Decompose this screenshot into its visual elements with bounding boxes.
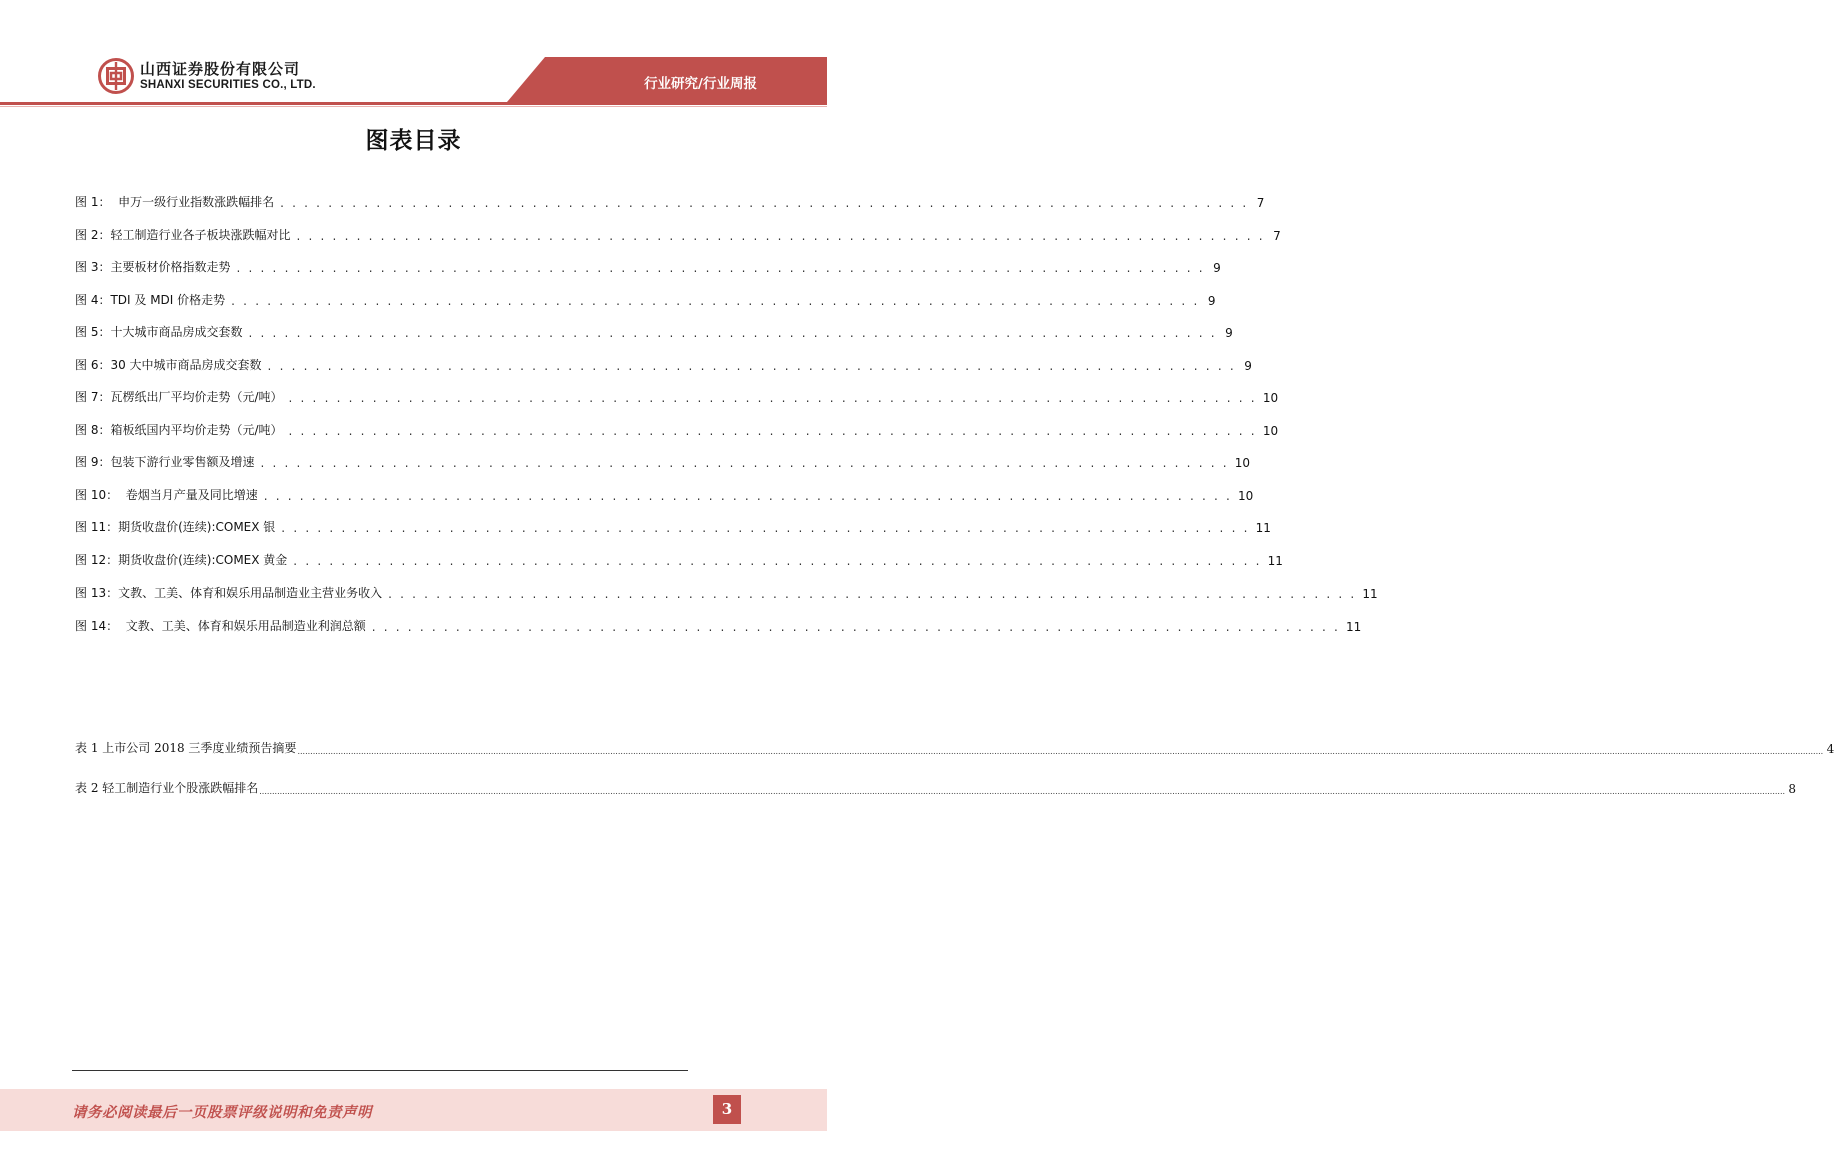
figure-entry[interactable] <box>75 257 1221 275</box>
figure-entry-page: 9 <box>1225 326 1233 340</box>
leader-dots: . . . . . . . . . . . . . . . . . . . . . . . . . . . . . . . . . . . . . . . . . . . . . . . . . . . . . . . . . . . . . . . . . . . . . . . . . . . . . . . . . <box>388 587 1357 601</box>
figure-entry-label: 图 14： 文教、工美、体育和娱乐用品制造业利润总额 <box>75 619 366 633</box>
figure-entry-label: 图 6：30 大中城市商品房成交套数 <box>75 358 262 372</box>
company-name-en: SHANXI SECURITIES CO., LTD. <box>140 78 316 91</box>
page-title: 图表目录 <box>365 128 462 154</box>
report-category-tag: 行业研究/行业周报 <box>644 76 757 92</box>
figure-entry[interactable] <box>75 452 1251 470</box>
footer-divider <box>72 1070 688 1071</box>
leader-dots: . . . . . . . . . . . . . . . . . . . . . . . . . . . . . . . . . . . . . . . . . . . . . . . . . . . . . . . . . . . . . . . . . . . . . . . . . . . . . . . . . <box>293 554 1262 568</box>
figure-entry-label: 图 10： 卷烟当月产量及同比增速 <box>75 488 258 502</box>
figure-entry[interactable] <box>75 225 1281 243</box>
leader-dots: . . . . . . . . . . . . . . . . . . . . . . . . . . . . . . . . . . . . . . . . . . . . . . . . . . . . . . . . . . . . . . . . . . . . . . . . . . . . . . . . . <box>371 620 1341 634</box>
figure-entry-page: 11 <box>1267 554 1283 568</box>
figure-entry[interactable] <box>75 485 1254 503</box>
figure-entry[interactable] <box>75 583 1378 601</box>
leader-dots: . . . . . . . . . . . . . . . . . . . . . . . . . . . . . . . . . . . . . . . . . . . . . . . . . . . . . . . . . . . . . . . . . . . . . . . . . . . . . . . . . <box>267 359 1236 373</box>
figure-entry-label: 图 11：期货收盘价(连续):COMEX 银 <box>75 520 276 534</box>
figure-entry-page: 10 <box>1262 424 1279 438</box>
figure-entry-page: 7 <box>1273 229 1281 243</box>
table-entry-page: 8 <box>1788 782 1797 796</box>
figure-entry-label: 图 4：TDI 及 MDI 价格走势 <box>75 293 226 307</box>
figure-entry-page: 11 <box>1362 587 1378 601</box>
figure-entry-page: 9 <box>1207 294 1216 308</box>
leader-dots: . . . . . . . . . . . . . . . . . . . . . . . . . . . . . . . . . . . . . . . . . . . . . . . . . . . . . . . . . . . . . . . . . . . . . . . . . . . . . . . . . <box>296 229 1265 243</box>
figure-entry[interactable] <box>75 387 1279 405</box>
leader-dots: . . . . . . . . . . . . . . . . . . . . . . . . . . . . . . . . . . . . . . . . . . . . . . . . . . . . . . . . . . . . . . . . . . . . . . . . . . . . . . . . . <box>260 456 1229 470</box>
figure-entry-page: 10 <box>1262 391 1279 405</box>
leader-dots: . . . . . . . . . . . . . . . . . . . . . . . . . . . . . . . . . . . . . . . . . . . . . . . . . . . . . . . . . . . . . . . . . . . . . . . . . . . . . . . . . <box>263 489 1233 503</box>
figure-entry-label: 图 8：箱板纸国内平均价走势（元/吨） <box>75 423 283 437</box>
figure-entry-label: 图 12：期货收盘价(连续):COMEX 黄金 <box>75 553 288 567</box>
figure-entry-page: 10 <box>1234 456 1251 470</box>
figure-entry[interactable] <box>75 517 1271 535</box>
company-logo <box>98 58 316 94</box>
page-number: 3 <box>713 1095 741 1124</box>
figure-entry[interactable] <box>75 322 1233 340</box>
figure-entry-label: 图 3：主要板材价格指数走势 <box>75 260 231 274</box>
table-entry-label: 表 2 轻工制造行业个股涨跌幅排名 <box>75 781 259 795</box>
leader-dots: . . . . . . . . . . . . . . . . . . . . . . . . . . . . . . . . . . . . . . . . . . . . . . . . . . . . . . . . . . . . . . . . . . . . . . . . . . . . . . . . . <box>288 391 1257 405</box>
leader-dots: . . . . . . . . . . . . . . . . . . . . . . . . . . . . . . . . . . . . . . . . . . . . . . . . . . . . . . . . . . . . . . . . . . . . . . . . . . . . . . . . . <box>288 424 1257 438</box>
figure-entry-page: 9 <box>1244 359 1252 373</box>
table-entry-page: 4 <box>1826 742 1834 756</box>
figure-entry[interactable] <box>75 420 1279 438</box>
figure-entry[interactable] <box>75 192 1265 210</box>
figure-entry[interactable] <box>75 550 1283 568</box>
figure-entry-page: 7 <box>1256 196 1265 210</box>
shanxi-securities-logo-icon <box>98 58 134 94</box>
leader-dots: . . . . . . . . . . . . . . . . . . . . . . . . . . . . . . . . . . . . . . . . . . . . . . . . . . . . . . . . . . . . . . . . . . . . . . . . . . . . . . . . . <box>280 196 1249 210</box>
figure-entry[interactable] <box>75 616 1362 634</box>
figure-entry-label: 图 7：瓦楞纸出厂平均价走势（元/吨） <box>75 390 283 404</box>
header-divider-thin <box>0 106 827 107</box>
table-entry-label: 表 1 上市公司 2018 三季度业绩预告摘要 <box>75 741 297 755</box>
figure-entry-label: 图 2：轻工制造行业各子板块涨跌幅对比 <box>75 228 291 242</box>
header-divider <box>0 102 827 105</box>
table-entry[interactable] <box>75 778 1797 796</box>
footer-disclaimer: 请务必阅读最后一页股票评级说明和免责声明 <box>72 1104 372 1121</box>
company-name-cn: 山西证券股份有限公司 <box>140 59 301 78</box>
leader-dots: . . . . . . . . . . . . . . . . . . . . . . . . . . . . . . . . . . . . . . . . . . . . . . . . . . . . . . . . . . . . . . . . . . . . . . . . . . . . . . . . . <box>236 261 1205 275</box>
figure-entry[interactable] <box>75 290 1216 308</box>
figure-entry-label: 图 5：十大城市商品房成交套数 <box>75 325 243 339</box>
figure-entry-page: 11 <box>1255 521 1271 535</box>
leader-dots: ........................................................................................................................................................................................................................................................................................................................................................................................................................................................................................................................................................................................................................ <box>259 787 1786 796</box>
leader-dots: . . . . . . . . . . . . . . . . . . . . . . . . . . . . . . . . . . . . . . . . . . . . . . . . . . . . . . . . . . . . . . . . . . . . . . . . . . . . . . . . . <box>231 294 1200 308</box>
figure-entry[interactable] <box>75 355 1252 373</box>
figure-entry-page: 10 <box>1238 489 1254 503</box>
figure-entry-label: 图 9：包装下游行业零售额及增速 <box>75 455 255 469</box>
figure-entry-label: 图 13：文教、工美、体育和娱乐用品制造业主营业务收入 <box>75 586 383 600</box>
figure-entry-page: 11 <box>1346 620 1362 634</box>
leader-dots: ........................................................................................................................................................................................................................................................................................................................................................................................................................................................................................................................................................................................................................ <box>297 747 1824 756</box>
leader-dots: . . . . . . . . . . . . . . . . . . . . . . . . . . . . . . . . . . . . . . . . . . . . . . . . . . . . . . . . . . . . . . . . . . . . . . . . . . . . . . . . . <box>281 521 1250 535</box>
page-header <box>0 0 827 110</box>
leader-dots: . . . . . . . . . . . . . . . . . . . . . . . . . . . . . . . . . . . . . . . . . . . . . . . . . . . . . . . . . . . . . . . . . . . . . . . . . . . . . . . . . <box>248 326 1217 340</box>
figure-entry-page: 9 <box>1213 261 1221 275</box>
table-entry[interactable] <box>75 738 1834 756</box>
figure-entry-label: 图 1： 申万一级行业指数涨跌幅排名 <box>75 195 275 209</box>
